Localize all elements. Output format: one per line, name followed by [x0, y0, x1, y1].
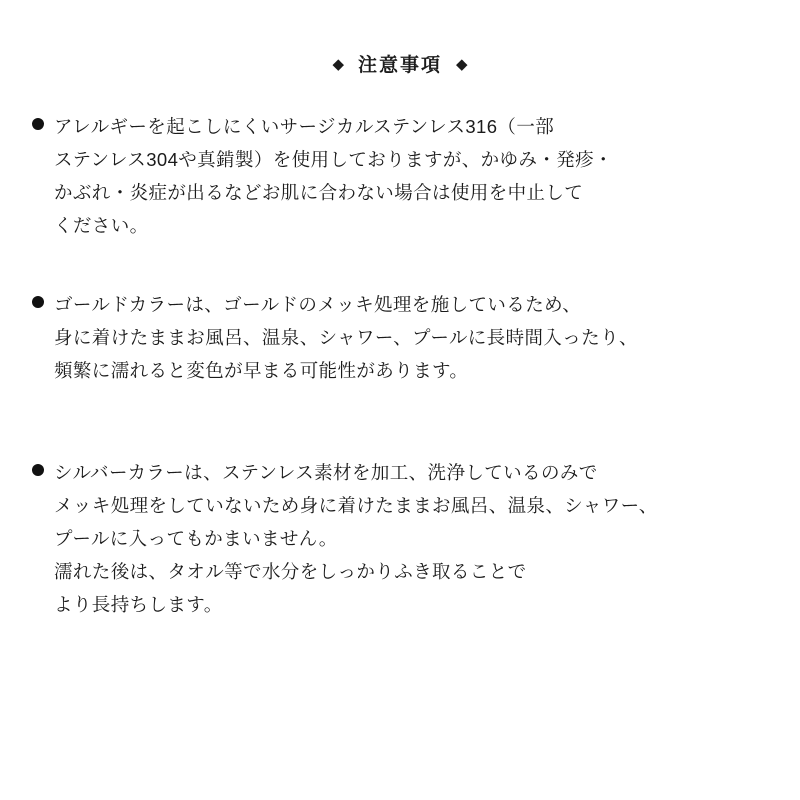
notice-text	[54, 111, 613, 243]
notice-line: 頻繁に濡れると変色が早まる可能性があります。	[54, 359, 469, 381]
notice-line: より長持ちします。	[54, 594, 223, 616]
notice-line: プールに入ってもかまいません。	[54, 528, 338, 550]
notice-line: ゴールドカラーは、ゴールドのメッキ処理を施しているため、	[54, 293, 582, 315]
notice-line: 身に着けたままお風呂、温泉、シャワー、プールに長時間入ったり、	[54, 326, 638, 348]
notice-line: ステンレス304や真錹製）を使用しておりますが、かゆみ・発疹・	[54, 148, 613, 170]
notice-line: 濡れた後は、タオル等で水分をしっかりふき取ることで	[54, 561, 527, 583]
notice-list	[0, 111, 800, 622]
notice-text	[54, 289, 638, 388]
notice-line: シルバーカラーは、ステンレス素材を加工、洗浄しているのみで	[54, 462, 598, 484]
diamond-right-icon: ◆	[456, 56, 468, 73]
bullet-icon	[32, 464, 44, 476]
notice-line: ください。	[54, 214, 149, 236]
bullet-icon	[32, 118, 44, 130]
notice-text	[54, 457, 658, 622]
notice-line: かぶれ・炎症が出るなどお肌に合わない場合は使用を中止して	[54, 181, 584, 203]
list-item	[32, 111, 760, 243]
list-item	[32, 457, 760, 622]
diamond-left-icon: ◆	[332, 56, 344, 73]
list-item	[32, 289, 760, 388]
notice-line: アレルギーを起こしにくいサージカルステンレス316（一部	[54, 116, 555, 137]
page-title-row	[0, 0, 800, 77]
bullet-icon	[32, 296, 44, 308]
notice-line: メッキ処理をしていないため身に着けたままお風呂、温泉、シャワー、	[54, 495, 658, 517]
page-title: 注意事項	[357, 55, 442, 76]
